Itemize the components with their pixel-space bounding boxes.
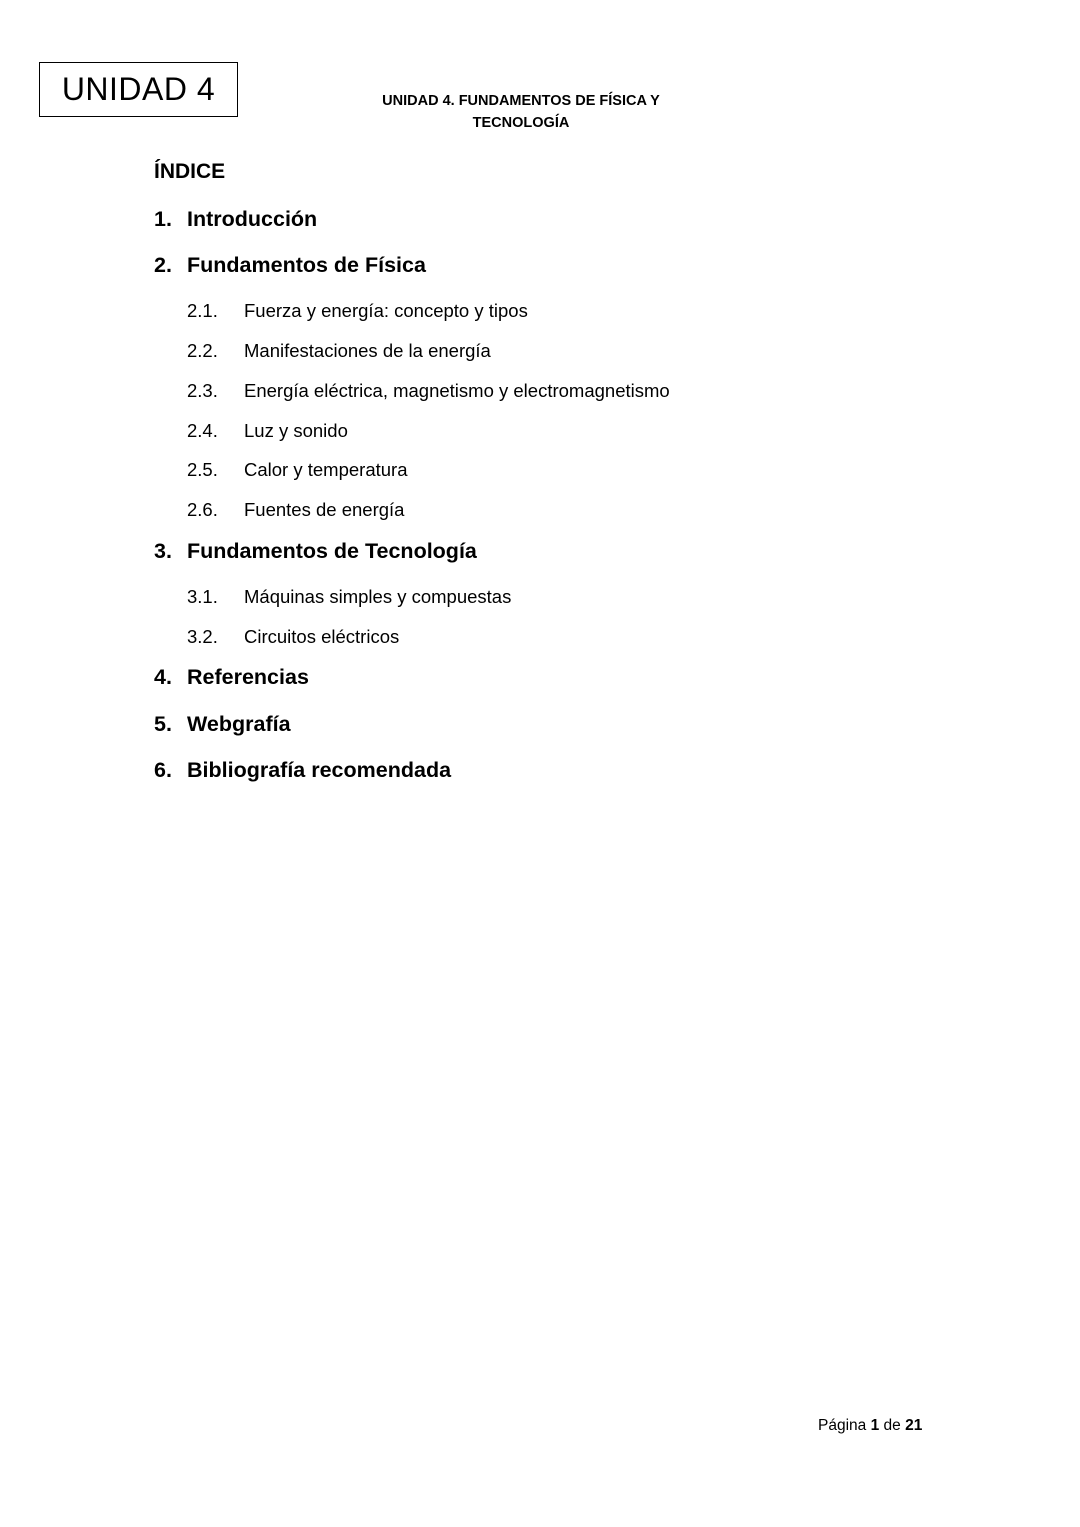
page-total: 21: [905, 1417, 923, 1434]
toc-subitem-3-2[interactable]: [187, 626, 399, 648]
toc-item-label: Introducción: [187, 207, 318, 231]
page-current: 1: [870, 1417, 880, 1434]
unit-label-box: [39, 62, 238, 117]
toc-item-label: Referencias: [187, 665, 309, 689]
toc-subitem-label: Fuerza y energía: concepto y tipos: [244, 300, 528, 321]
toc-item-number: 5.: [154, 712, 172, 736]
toc-item-referencias[interactable]: [154, 665, 309, 690]
toc-subitem-label: Máquinas simples y compuestas: [244, 586, 512, 607]
toc-subitem-number: 2.4.: [187, 420, 218, 441]
header-title-line-2: TECNOLOGÍA: [472, 115, 570, 131]
document-header-title: [340, 90, 702, 134]
toc-item-label: Bibliografía recomendada: [187, 758, 452, 782]
toc-item-fundamentos-tecnologia[interactable]: [154, 539, 477, 564]
toc-subitem-number: 2.5.: [187, 459, 218, 480]
toc-subitem-number: 2.6.: [187, 499, 218, 520]
toc-subitem-label: Luz y sonido: [244, 420, 348, 441]
toc-subitem-2-5[interactable]: [187, 459, 407, 481]
toc-item-number: 3.: [154, 539, 172, 563]
toc-subitem-number: 3.2.: [187, 626, 218, 647]
page-number-footer: [818, 1417, 922, 1435]
toc-item-label: Fundamentos de Física: [187, 253, 426, 277]
toc-item-introduccion[interactable]: [154, 207, 317, 232]
toc-subitem-label: Fuentes de energía: [244, 499, 405, 520]
toc-item-fundamentos-fisica[interactable]: [154, 253, 426, 278]
toc-subitem-number: 3.1.: [187, 586, 218, 607]
toc-subitem-2-6[interactable]: [187, 499, 404, 521]
of-label: de: [883, 1417, 901, 1434]
toc-subitem-label: Energía eléctrica, magnetismo y electromagnetismo: [244, 380, 670, 401]
toc-item-number: 1.: [154, 207, 172, 231]
toc-item-label: Webgrafía: [187, 712, 291, 736]
toc-item-number: 4.: [154, 665, 172, 689]
toc-item-label: Fundamentos de Tecnología: [187, 539, 477, 563]
header-title-line-1: UNIDAD 4. FUNDAMENTOS DE FÍSICA Y: [382, 93, 660, 109]
toc-subitem-label: Calor y temperatura: [244, 459, 408, 480]
toc-subitem-label: Manifestaciones de la energía: [244, 340, 491, 361]
toc-item-webgrafia[interactable]: [154, 712, 291, 737]
page-label: Página: [818, 1417, 867, 1434]
toc-subitem-number: 2.2.: [187, 340, 218, 361]
toc-subitem-number: 2.1.: [187, 300, 218, 321]
toc-item-bibliografia[interactable]: [154, 758, 451, 783]
toc-subitem-2-4[interactable]: [187, 420, 348, 442]
toc-subitem-2-2[interactable]: [187, 340, 491, 362]
toc-subitem-number: 2.3.: [187, 380, 218, 401]
toc-subitem-label: Circuitos eléctricos: [244, 626, 400, 647]
toc-item-number: 6.: [154, 758, 172, 782]
toc-subitem-3-1[interactable]: [187, 586, 511, 608]
toc-heading: ÍNDICE: [154, 160, 226, 183]
toc-item-number: 2.: [154, 253, 172, 277]
toc-subitem-2-3[interactable]: [187, 380, 670, 402]
unit-label: UNIDAD 4: [61, 71, 216, 107]
toc-subitem-2-1[interactable]: [187, 300, 528, 322]
